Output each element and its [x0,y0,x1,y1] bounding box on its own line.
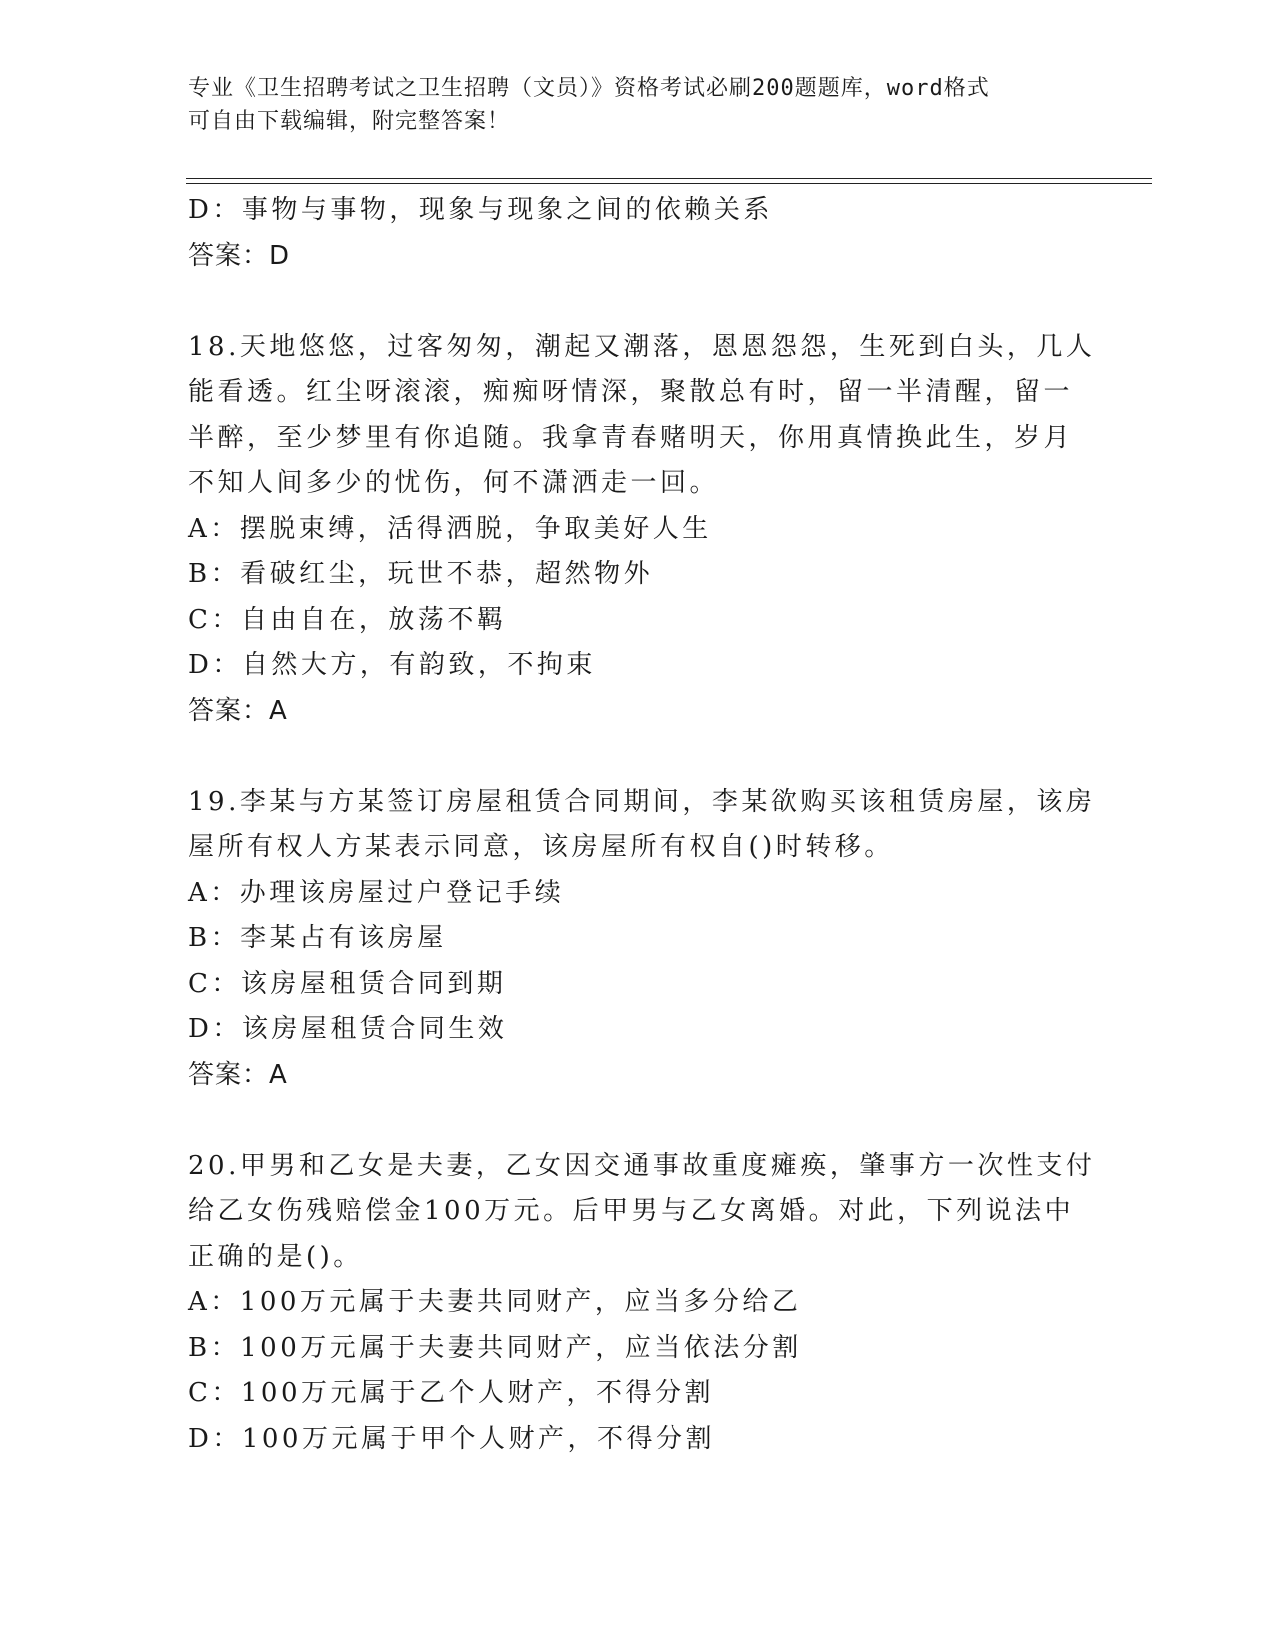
question-stem-line: 半醉，至少梦里有你追随。我拿青春赌明天，你用真情换此生，岁月 [188,422,1074,453]
header-divider-bottom [186,183,1152,184]
question-stem-line: 屋所有权人方某表示同意，该房屋所有权自()时转移。 [188,832,894,862]
option-c: C：该房屋租赁合同到期 [188,968,507,999]
option-b: B：100万元属于夫妻共同财产，应当依法分割 [188,1332,802,1363]
option-a: A：办理该房屋过户登记手续 [188,877,565,908]
question-stem-line: 给乙女伤残赔偿金100万元。后甲男与乙女离婚。对此，下列说法中 [188,1196,1075,1226]
header-divider-top [186,178,1152,179]
option-a: A：100万元属于夫妻共同财产，应当多分给乙 [188,1287,802,1317]
option-d: D：事物与事物，现象与现象之间的依赖关系 [188,195,773,225]
header-title-line-2: 可自由下载编辑，附完整答案！ [188,109,511,134]
option-c: C：100万元属于乙个人财产，不得分割 [188,1378,715,1408]
answer-line: 答案：A [188,695,288,726]
option-a: A：摆脱束缚，活得洒脱，争取美好人生 [188,513,712,544]
question-stem-line: 不知人间多少的忧伤，何不潇洒走一回。 [188,468,720,498]
page-header [188,72,1068,138]
option-d: D：该房屋租赁合同生效 [188,1014,508,1044]
option-b: B：李某占有该房屋 [188,923,447,953]
option-c: C：自由自在，放荡不羁 [188,604,507,635]
header-title-line-1: 专业《卫生招聘考试之卫生招聘（文员）》资格考试必刷200题题库，word格式 [188,76,990,101]
question-stem-line: 正确的是()。 [188,1241,363,1272]
spacer [188,1098,1088,1144]
question-20 [188,1144,1096,1463]
spacer [188,734,1088,780]
previous-question-tail [188,188,1088,279]
document-body [188,188,1096,1462]
question-stem-line: 19.李某与方某签订房屋租赁合同期间，李某欲购买该租赁房屋，该房 [188,786,1096,817]
question-stem-line: 18.天地悠悠，过客匆匆，潮起又潮落，恩恩怨怨，生死到白头，几人 [188,331,1096,362]
question-stem-line: 能看透。红尘呀滚滚，痴痴呀情深，聚散总有时，留一半清醒，留一 [188,377,1074,407]
option-d: D：自然大方，有韵致，不拘束 [188,650,596,680]
answer-line: 答案：D [188,240,291,271]
question-19 [188,780,1096,1099]
option-d: D：100万元属于甲个人财产，不得分割 [188,1423,715,1454]
option-b: B：看破红尘，玩世不恭，超然物外 [188,559,654,589]
spacer [188,279,1088,325]
answer-line: 答案：A [188,1059,288,1090]
question-stem-line: 20.甲男和乙女是夫妻，乙女因交通事故重度瘫痪，肇事方一次性支付 [188,1150,1096,1181]
question-18 [188,325,1096,735]
